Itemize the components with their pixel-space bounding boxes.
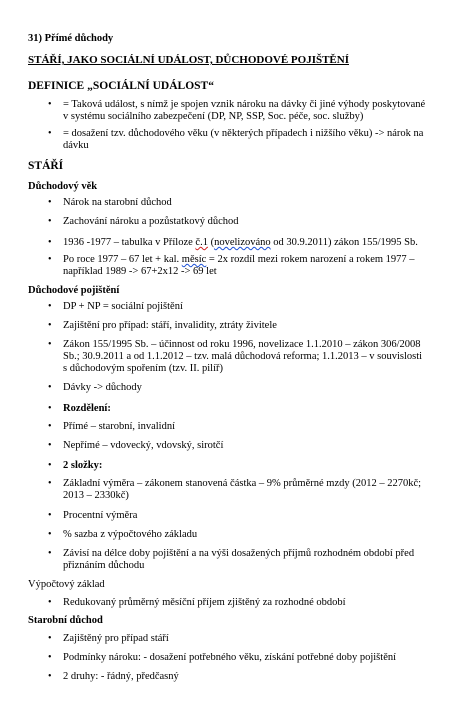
bullet-icon: • [48, 529, 52, 540]
bullet-icon: • [48, 460, 52, 471]
bullet-icon: • [48, 128, 52, 139]
bullet-icon: • [48, 99, 52, 110]
bullet-icon: • [48, 382, 52, 393]
section-number-heading: 31) Přímé důchody [28, 33, 114, 44]
poj-item-4: Dávky -> důchody [63, 382, 142, 393]
poj-item-3-line1: Zákon 155/1995 Sb. – účinnost od roku 1996, novelizace 1.1.2010 – zákon 306/2008 [63, 339, 421, 350]
bullet-icon: • [48, 548, 52, 559]
poj-item-11: % sazba z výpočtového základu [63, 529, 198, 540]
poj-item-1: DP + NP = sociální pojištění [63, 301, 183, 312]
poj-item-10: Procentní výměra [63, 510, 138, 521]
bullet-icon: • [48, 440, 52, 451]
star-item-3: 2 druhy: - řádný, předčasný [63, 671, 179, 682]
bullet-icon: • [48, 478, 52, 489]
definition-item-2-line2: dávku [63, 140, 89, 151]
vek-item-4-line2: například 1989 -> 67+2x12 -> 69 let [63, 266, 217, 277]
bullet-icon: • [48, 339, 52, 350]
duchodove-pojisteni-heading: Důchodové pojištění [28, 285, 120, 296]
star-item-1: Zajištěný pro případ stáří [63, 633, 169, 644]
poj-item-8: 2 složky: [63, 460, 103, 471]
poj-item-9-line1: Základní výměra – zákonem stanovená částka – 9% průměrné mzdy (2012 – 2270kč; [63, 478, 422, 489]
poj-item-5: Rozdělení: [63, 403, 111, 414]
section-title: STÁŘÍ, JAKO SOCIÁLNÍ UDÁLOST, DŮCHODOVÉ POJIŠTĚNÍ [28, 54, 349, 66]
starobni-duchod-heading: Starobní důchod [28, 615, 103, 626]
poj-item-3-line2: Sb.; 30.9.2011 a od 1.1.2012 – tzv. malá důchodová reforma; 1.1.2013 – v souvislosti [63, 351, 423, 362]
bullet-icon: • [48, 510, 52, 521]
definition-item-1-line2: v systému sociálního zabezpečení (DP, NP, SSP, Soc. péče, soc. služby) [63, 111, 364, 122]
poj-item-9-line2: 2013 – 2330kč) [63, 490, 129, 501]
poj-item-12-line2: přiznáním důchodu [63, 560, 145, 571]
bullet-icon: • [48, 320, 52, 331]
bullet-icon: • [48, 197, 52, 208]
bullet-icon: • [48, 237, 52, 248]
vypoctovy-zaklad-heading: Výpočtový základ [28, 579, 105, 590]
bullet-icon: • [48, 597, 52, 608]
bullet-icon: • [48, 403, 52, 414]
vypoctovy-zaklad-item: Redukovaný průměrný měsíční příjem zjištěný za rozhodné období [63, 597, 346, 608]
vek-item-4-line1: Po roce 1977 – 67 let + kal. měsíc = 2x rozdíl mezi rokem narození a rokem 1977 – [63, 254, 415, 265]
bullet-icon: • [48, 633, 52, 644]
vek-item-2: Zachování nároku a pozůstatkový důchod [63, 216, 239, 227]
star-item-2: Podmínky nároku: - dosažení potřebného věku, získání potřebné doby pojištění [63, 652, 397, 663]
bullet-icon: • [48, 301, 52, 312]
bullet-icon: • [48, 671, 52, 682]
bullet-icon: • [48, 216, 52, 227]
vek-item-3: 1936 -1977 – tabulka v Příloze č.1 (novelizováno od 30.9.2011) zákon 155/1995 Sb. [63, 237, 418, 248]
poj-item-7: Nepřímé – vdovecký, vdovský, sirotčí [63, 440, 224, 451]
definition-item-2-line1: = dosažení tzv. důchodového věku (v některých případech i nižšího věku) -> nárok na [63, 128, 424, 139]
poj-item-2: Zajištění pro případ: stáří, invalidity, ztráty živitele [63, 320, 277, 331]
duchodovy-vek-heading: Důchodový věk [28, 181, 98, 192]
poj-item-6: Přímé – starobní, invalidní [63, 421, 175, 432]
poj-item-3-line3: s důchodovým spořením (tzv. II. pilíř) [63, 363, 223, 374]
vek-item-1: Nárok na starobní důchod [63, 197, 172, 208]
definition-heading: DEFINICE „SOCIÁLNÍ UDÁLOST“ [28, 80, 214, 92]
definition-item-1-line1: = Taková událost, s nímž je spojen vznik nároku na dávky či jiné výhody poskytované [63, 99, 426, 110]
bullet-icon: • [48, 652, 52, 663]
bullet-icon: • [48, 254, 52, 265]
stari-heading: STÁŘÍ [28, 160, 64, 172]
bullet-icon: • [48, 421, 52, 432]
poj-item-12-line1: Závisí na délce doby pojištění a na výši dosažených příjmů rozhodném období před [63, 548, 415, 559]
